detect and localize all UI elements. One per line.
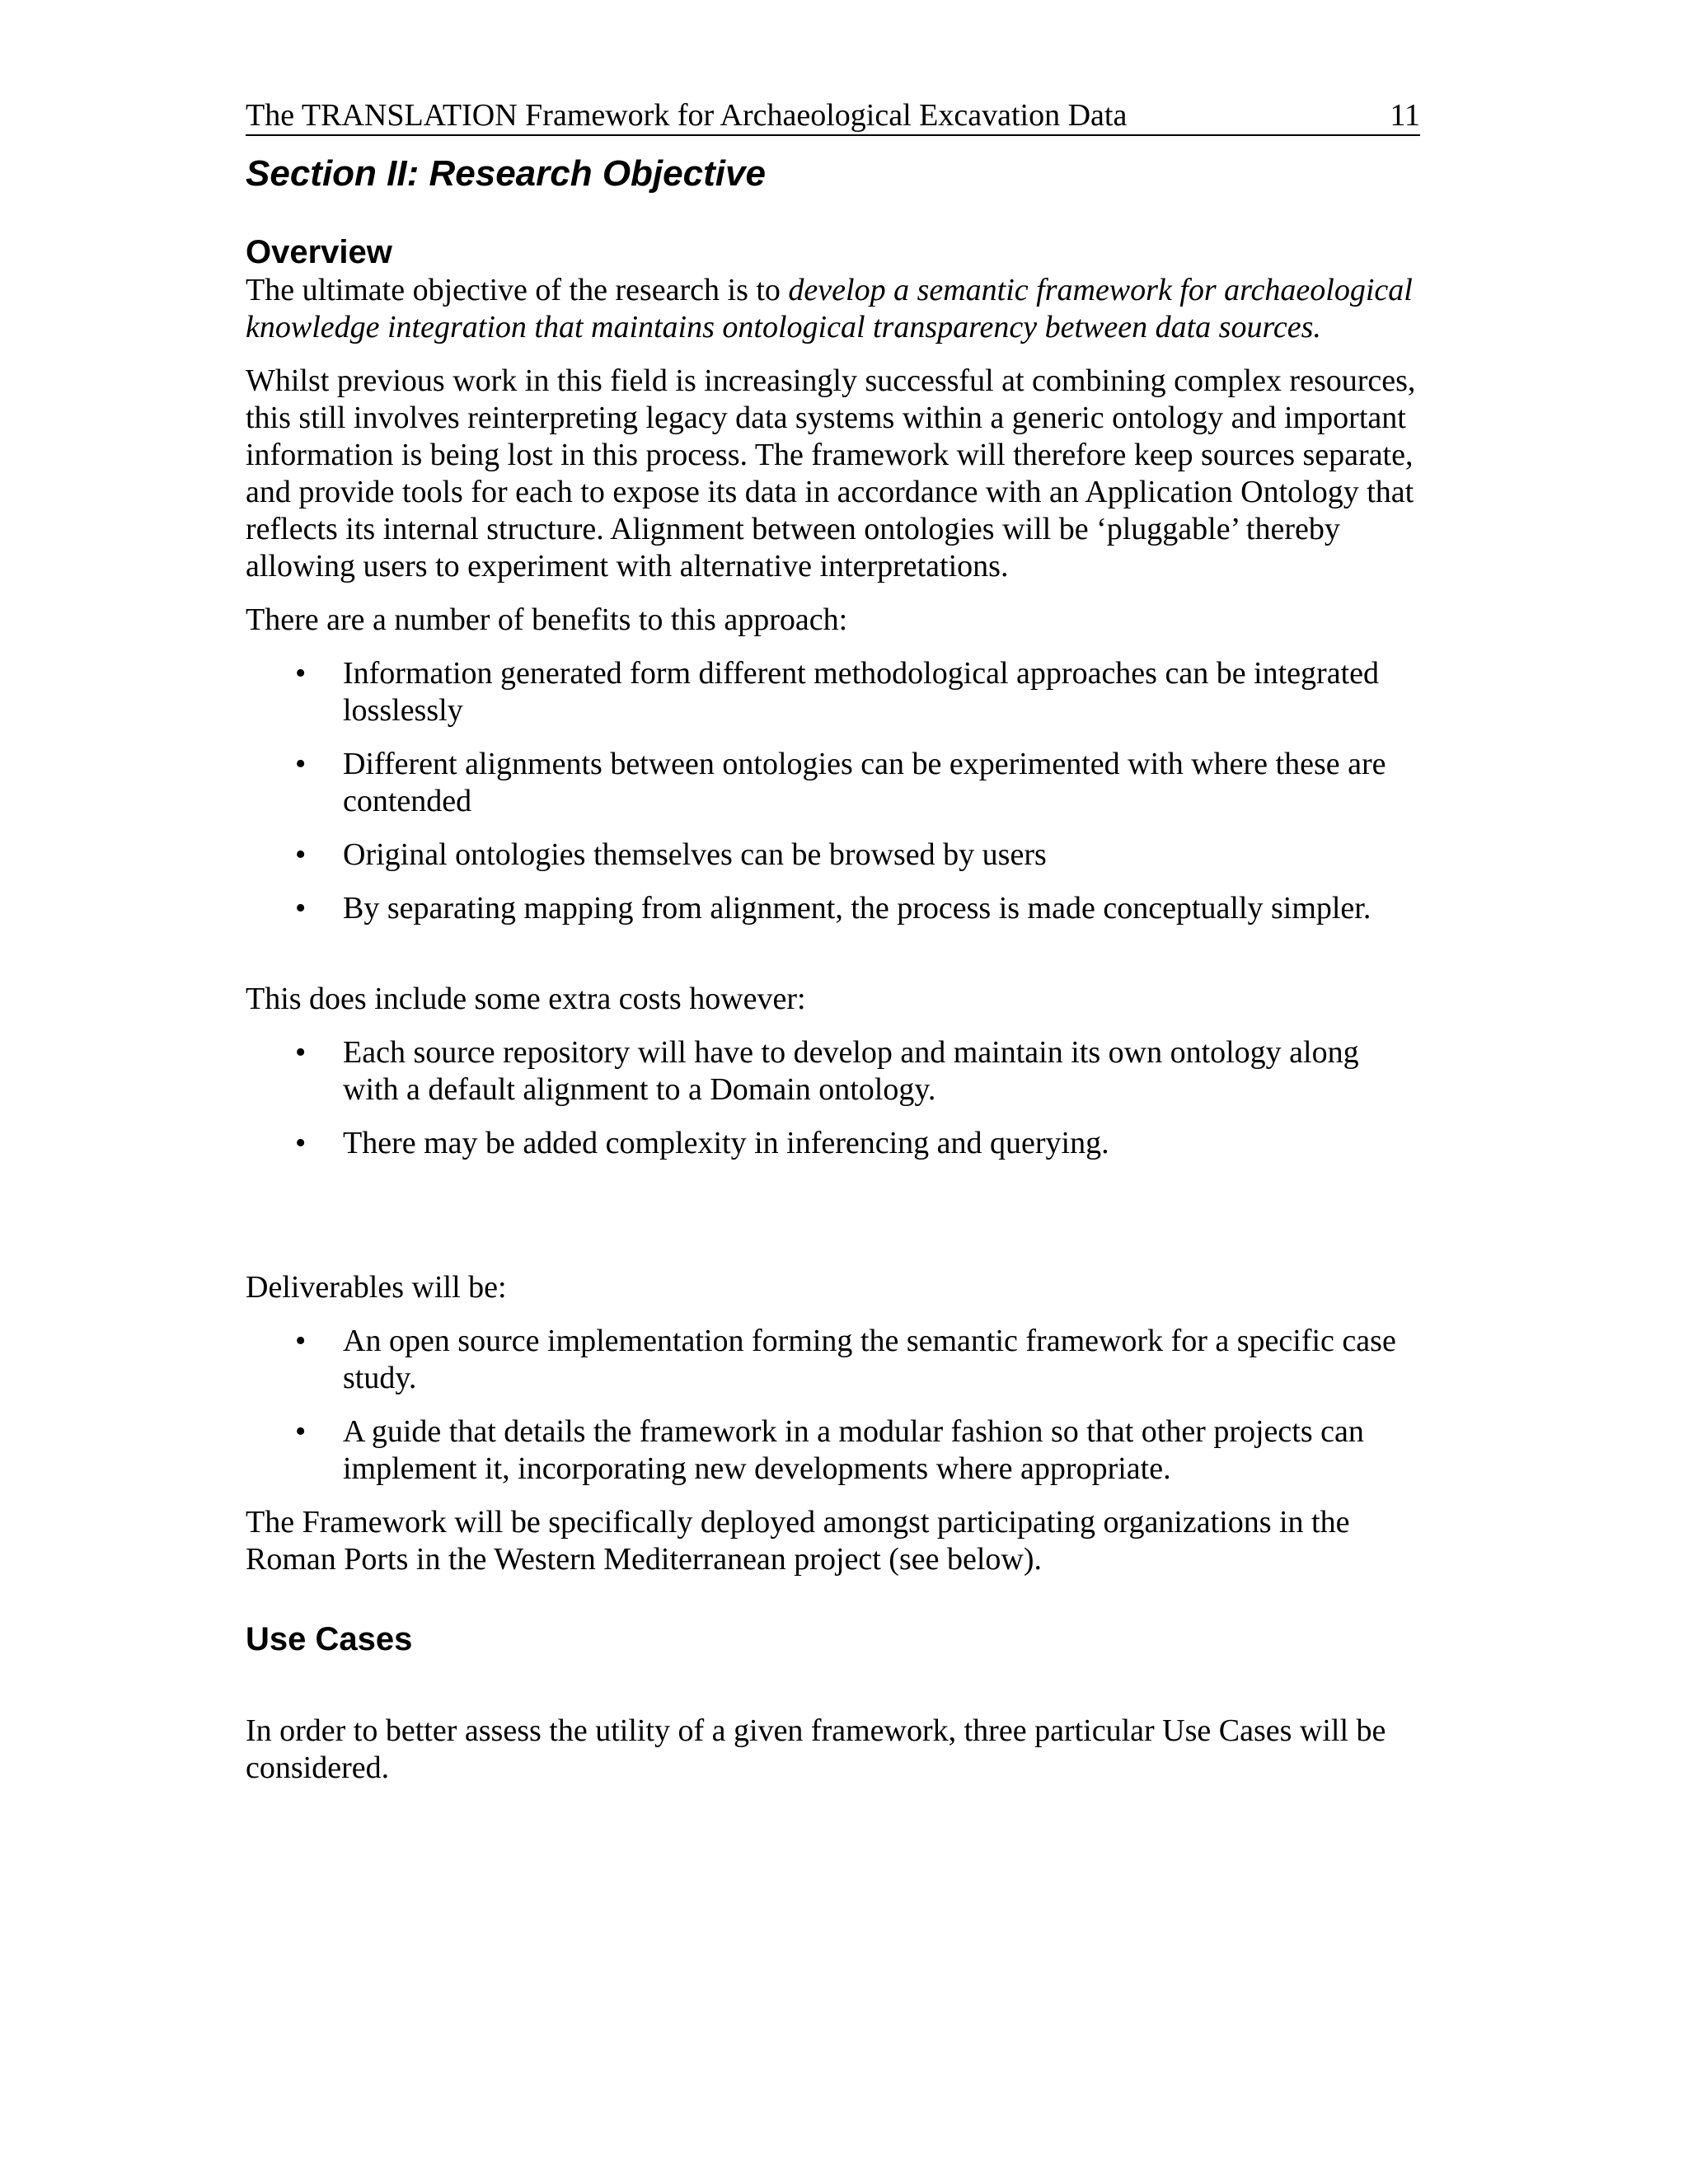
list-item — [246, 1323, 1420, 1397]
list-item-text: Original ontologies themselves can be browsed by users — [343, 837, 1047, 872]
list-item — [246, 1125, 1420, 1162]
bullet-icon: • — [295, 656, 307, 691]
benefits-intro: There are a number of benefits to this approach: — [246, 602, 848, 637]
benefits-list — [246, 655, 1420, 927]
list-item-text: By separating mapping from alignment, the process is made conceptually simpler. — [343, 891, 1372, 926]
list-item-text: Different alignments between ontologies can be experimented with where these are contended — [343, 747, 1386, 818]
bullet-icon: • — [295, 1324, 307, 1358]
list-item-text: Each source repository will have to develop and maintain its own ontology along with a default alignment to a Domain ontology. — [343, 1035, 1359, 1107]
list-item-text: A guide that details the framework in a modular fashion so that other projects can implement it, incorporating new developments where appropriate. — [343, 1414, 1364, 1486]
context-paragraph: Whilst previous work in this field is increasingly successful at combining complex resources, this still involves reinterpreting legacy data systems within a generic ontology and important information is being lost in this process. The framework will therefore keep sources separate, and provide tools for each to expose its data in accordance with an Application Ontology that reflects its internal structure. Alignment between ontologies will be ‘pluggable’ thereby allowing users to experiment with alternative interpretations. — [246, 363, 1416, 583]
list-item — [246, 655, 1420, 729]
overview-heading: Overview — [246, 234, 392, 270]
bullet-icon: • — [295, 1126, 307, 1160]
objective-emphasis: develop a semantic framework for archaeological knowledge integration that maintains ontological transparency between data sources. — [246, 273, 1413, 344]
section-title: Section II: Research Objective — [246, 153, 766, 194]
list-item-text: An open source implementation forming the semantic framework for a specific case study. — [343, 1324, 1396, 1395]
costs-list — [246, 1034, 1420, 1162]
objective-text: The ultimate objective of the research is to — [246, 273, 789, 307]
page-number: 11 — [1390, 98, 1420, 133]
list-item — [246, 746, 1420, 820]
deployment-paragraph: The Framework will be specifically deployed amongst participating organizations in the Roman Ports in the Western Mediterranean project (see below). — [246, 1505, 1350, 1577]
use-cases-heading: Use Cases — [246, 1621, 413, 1657]
use-cases-paragraph: In order to better assess the utility of a given framework, three particular Use Cases will be considered. — [246, 1713, 1386, 1785]
list-item — [246, 890, 1420, 927]
running-header — [246, 97, 1420, 136]
document-page — [246, 97, 1420, 1787]
header-title: The TRANSLATION Framework for Archaeological Excavation Data — [246, 98, 1128, 133]
list-item-text: There may be added complexity in inferencing and querying. — [343, 1126, 1109, 1160]
list-item — [246, 1034, 1420, 1108]
bullet-icon: • — [295, 747, 307, 781]
bullet-icon: • — [295, 837, 307, 872]
deliverables-list — [246, 1323, 1420, 1488]
list-item-text: Information generated form different methodological approaches can be integrated losslessly — [343, 656, 1379, 728]
list-item — [246, 837, 1420, 874]
objective-paragraph — [246, 272, 1420, 346]
list-item — [246, 1413, 1420, 1488]
costs-intro: This does include some extra costs however: — [246, 982, 806, 1016]
bullet-icon: • — [295, 1035, 307, 1070]
bullet-icon: • — [295, 891, 307, 926]
bullet-icon: • — [295, 1414, 307, 1449]
deliverables-intro: Deliverables will be: — [246, 1270, 507, 1305]
